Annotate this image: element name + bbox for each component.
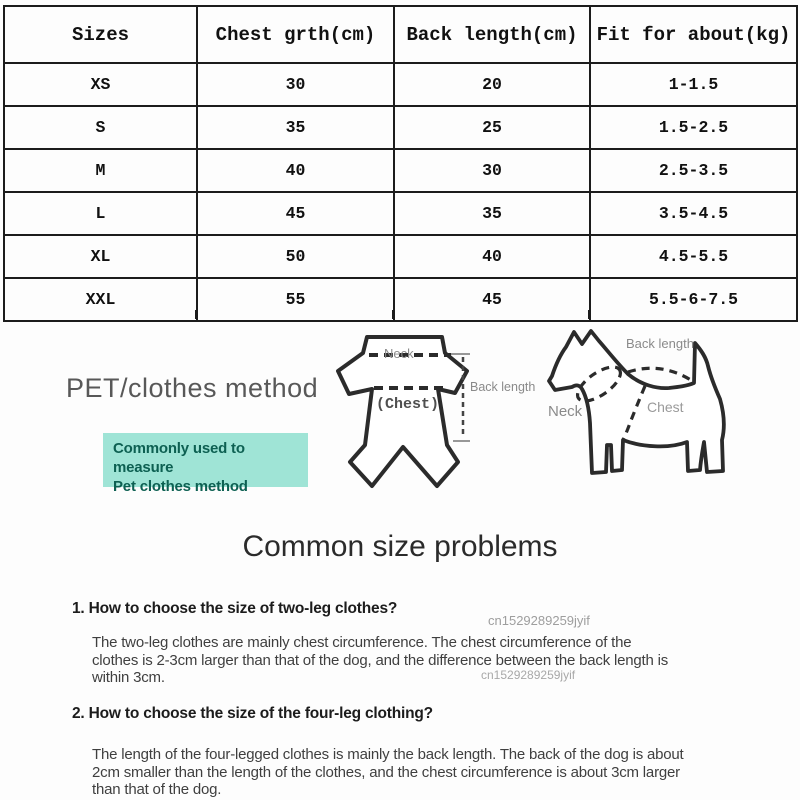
fit-cell: 1-1.5	[590, 63, 797, 106]
table-divider-stub	[195, 310, 197, 319]
dog-neck-label: Neck	[548, 403, 583, 420]
chest-cell: 30	[197, 63, 394, 106]
table-header-row	[4, 6, 797, 63]
chest-cell: 50	[197, 235, 394, 278]
table-row	[4, 235, 797, 278]
table-row	[4, 278, 797, 321]
problem-1-heading: 1. How to choose the size of two-leg clothes?	[72, 600, 398, 617]
size-cell: S	[4, 106, 197, 149]
size-chart-table	[3, 5, 798, 322]
table-row	[4, 106, 797, 149]
measure-highlight-box	[103, 433, 308, 495]
fit-cell: 5.5-6-7.5	[590, 278, 797, 321]
clothes-back-length-label: Back length	[470, 380, 536, 394]
paragraph-line: clothes is 2-3cm larger than that of the dog, and the difference between the back length is	[92, 651, 669, 669]
paragraph-line: within 3cm.	[92, 669, 165, 686]
back-cell: 30	[394, 149, 590, 192]
chest-cell: 40	[197, 149, 394, 192]
table-divider-stub	[588, 310, 590, 319]
fit-cell: 4.5-5.5	[590, 235, 797, 278]
column-header-chest: Chest grth(cm)	[197, 6, 394, 63]
watermark-text: cn1529289259jyif	[481, 668, 576, 682]
table-divider-stub	[392, 310, 394, 319]
paragraph-line: The two-leg clothes are mainly chest circumference. The chest circumference of the	[92, 634, 632, 651]
chest-cell: 55	[197, 278, 394, 321]
table-row	[4, 149, 797, 192]
fit-cell: 3.5-4.5	[590, 192, 797, 235]
table-row	[4, 63, 797, 106]
problems-section-title: Common size problems	[242, 530, 558, 563]
problem-2-heading: 2. How to choose the size of the four-leg clothing?	[72, 705, 433, 722]
size-cell: XXL	[4, 278, 197, 321]
chest-cell: 45	[197, 192, 394, 235]
dog-chest-label: Chest	[647, 399, 684, 415]
column-header-fit: Fit for about(kg)	[590, 6, 797, 63]
paragraph-line: The length of the four-legged clothes is mainly the back length. The back of the dog is about	[92, 746, 684, 763]
size-cell: XS	[4, 63, 197, 106]
back-cell: 45	[394, 278, 590, 321]
back-cell: 20	[394, 63, 590, 106]
fit-cell: 1.5-2.5	[590, 106, 797, 149]
watermark-text: cn1529289259jyif	[488, 613, 590, 628]
problem-1-paragraph	[92, 634, 668, 687]
size-cell: L	[4, 192, 197, 235]
problem-2-paragraph	[92, 746, 684, 799]
back-cell: 35	[394, 192, 590, 235]
highlight-line-2: Pet clothes method	[113, 478, 248, 495]
back-cell: 40	[394, 235, 590, 278]
table-row	[4, 192, 797, 235]
back-cell: 25	[394, 106, 590, 149]
column-header-sizes: Sizes	[4, 6, 197, 63]
paragraph-line: 2cm smaller than the length of the clothes, and the chest circumference is about 3cm larger	[92, 763, 680, 781]
highlight-line-1: Commonly used to measure	[113, 440, 245, 476]
chest-cell: 35	[197, 106, 394, 149]
size-cell: M	[4, 149, 197, 192]
measure-method-title: PET/clothes method	[66, 373, 319, 403]
fit-cell: 2.5-3.5	[590, 149, 797, 192]
column-header-back-length: Back length(cm)	[394, 6, 590, 63]
clothes-chest-label: (Chest)	[376, 396, 440, 413]
dog-back-length-label: Back length	[626, 336, 694, 351]
paragraph-line: than that of the dog.	[92, 781, 222, 798]
clothes-neck-label: Neck	[384, 346, 414, 361]
size-cell: XL	[4, 235, 197, 278]
